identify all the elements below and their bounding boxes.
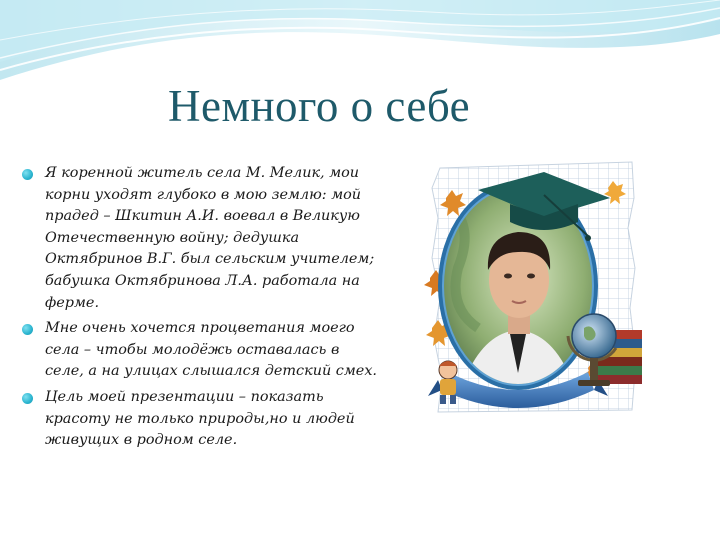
header-wave-decoration bbox=[0, 0, 720, 90]
bullet-list bbox=[22, 163, 382, 456]
bullet-item bbox=[22, 318, 382, 383]
bullet-icon bbox=[22, 393, 33, 404]
student-portrait-illustration bbox=[418, 158, 650, 420]
slide-title: Немного о себе bbox=[168, 81, 471, 131]
bullet-icon bbox=[22, 324, 33, 335]
bullet-item bbox=[22, 387, 382, 452]
bullet-text: Мне очень хочется процветания моего села – чтобы молодёжь оставалась в селе, а на улицах слышался детский смех. bbox=[45, 320, 378, 380]
bullet-icon bbox=[22, 169, 33, 180]
bullet-text: Цель моей презентации – показать красоту не только природы,но и людей живущих в родном селе. bbox=[45, 388, 355, 449]
bullet-text: Я коренной житель села М. Мелик, мои корни уходят глубоко в мою землю: мой прадед – Шкитин А.И. воевал в Великую Отечественную войну; дедушка Октябринов В.Г. был сельским учителем; бабушка Октябринова Л.А. работала на ферме. bbox=[45, 165, 375, 311]
bullet-item bbox=[22, 163, 382, 314]
